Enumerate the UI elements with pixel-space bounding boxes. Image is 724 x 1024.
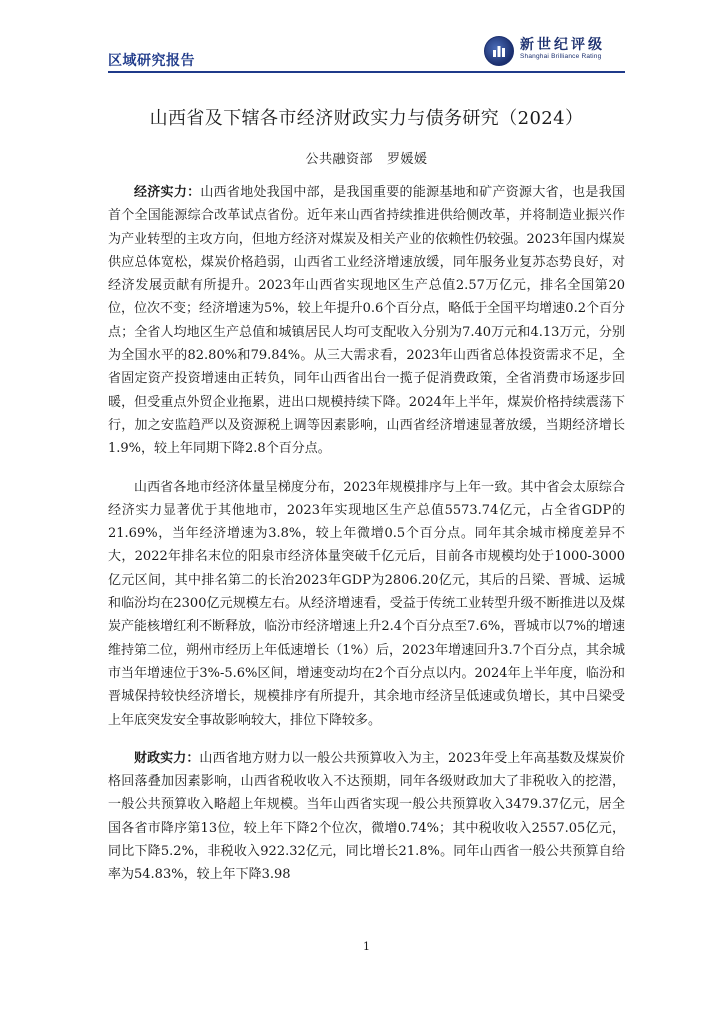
page-number: 1 — [363, 940, 370, 953]
document-title: 山西省及下辖各市经济财政实力与债务研究（2024） — [149, 108, 584, 129]
paragraph-lead: 经济实力： — [134, 185, 201, 200]
company-logo — [484, 34, 624, 70]
report-type-label: 区域研究报告 — [108, 53, 195, 69]
paragraph-economic-strength — [108, 181, 625, 461]
paragraph-city-economy — [108, 476, 625, 732]
author-line — [108, 148, 625, 167]
header-divider — [108, 71, 625, 73]
paragraph-text: 山西省地方财力以一般公共预算收入为主，2023年受上年高基数及煤炭价格回落叠加因素影响，山西省税收收入不达预期，同年各级财政加大了非税收入的挖潜，一般公共预算收入略超上年规模。当年山西省实现一般公共预算收入3479.37亿元，居全国各省市降序第13位，较上年下降2个位次，微增0.74%；其中税收收入2557.05亿元，同比下降5.2%，非税收入922.32亿元，同比增长21.8%。同年山西省一般公共预算自给率为54.83%，较上年下降3.98 — [108, 750, 625, 883]
paragraph-lead: 财政实力： — [134, 750, 200, 766]
logo-chinese-name: 新世纪评级 — [520, 37, 605, 53]
paragraph-text: 山西省各地市经济体量呈梯度分布，2023年规模排序与上年一致。其中省会太原综合经济实力显著优于其他地市，2023年实现地区生产总值5573.74亿元，占全省GDP的21.69%，当年经济增速为3.8%，较上年微增0.5个百分点。同年其余城市梯度差异不大，2022年排名末位的阳泉市经济体量突破千亿元后，目前各市规模均处于1000-3000亿元区间，其中排名第二的长治2023年GDP为2806.20亿元，其后的吕梁、晋城、运城和临汾均在2300亿元规模左右。从经济增速看，受益于传统工业转型升级不断推进以及煤炭产能核增红利不断释放，临汾市经济增速上升2.4个百分点至7.6%，晋城市以7%的增速维持第二位，朔州市经历上年低速增长（1%）后，2023年增速回升3.7个百分点，其余城市当年增速位于3%-5.6%区间，增速变动均在2个百分点以内。2024年上半年度，临汾和晋城保持较快经济增长，规模排序有所提升，其余地市经济呈低速或负增长，其中吕梁受上年底突发安全事故影响较大，排位下降较多。 — [108, 479, 625, 728]
paragraph-text: 山西省地处我国中部，是我国重要的能源基地和矿产资源大省，也是我国首个全国能源综合改革试点省份。近年来山西省持续推进供给侧改革，并将制造业振兴作为产业转型的主攻方向，但地方经济对煤炭及相关产业的依赖性仍较强。2023年国内煤炭供应总体宽松，煤炭价格趋弱，山西省工业经济增速放缓，同年服务业复苏态势良好，对经济发展贡献有所提升。2023年山西省实现地区生产总值2.57万亿元，排名全国第20位，位次不变；经济增速为5%，较上年提升0.6个百分点，略低于全国平均增速0.2个百分点；全省人均地区生产总值和城镇居民人均可支配收入分别为7.40万元和4.13万元，分别为全国水平的82.80%和79.84%。从三大需求看，2023年山西省总体投资需求不足，全省固定资产投资增速由正转负，同年山西省出台一揽子促消费政策，全省消费市场逐步回暖，但受重点外贸企业拖累，进出口规模持续下降。2024年上半年，煤炭价格持续震荡下行，加之安监趋严以及资源税上调等因素影响，山西省经济增速显著放缓，当期经济增长1.9%，较上年同期下降2.8个百分点。 — [108, 185, 625, 457]
department-name: 公共融资部 — [305, 152, 373, 167]
logo-english-name: Shanghai Brilliance Rating — [520, 53, 602, 60]
author-name: 罗媛媛 — [387, 152, 428, 167]
document-body — [108, 181, 625, 902]
logo-emblem-icon — [484, 36, 514, 66]
paragraph-fiscal-strength — [108, 747, 625, 887]
